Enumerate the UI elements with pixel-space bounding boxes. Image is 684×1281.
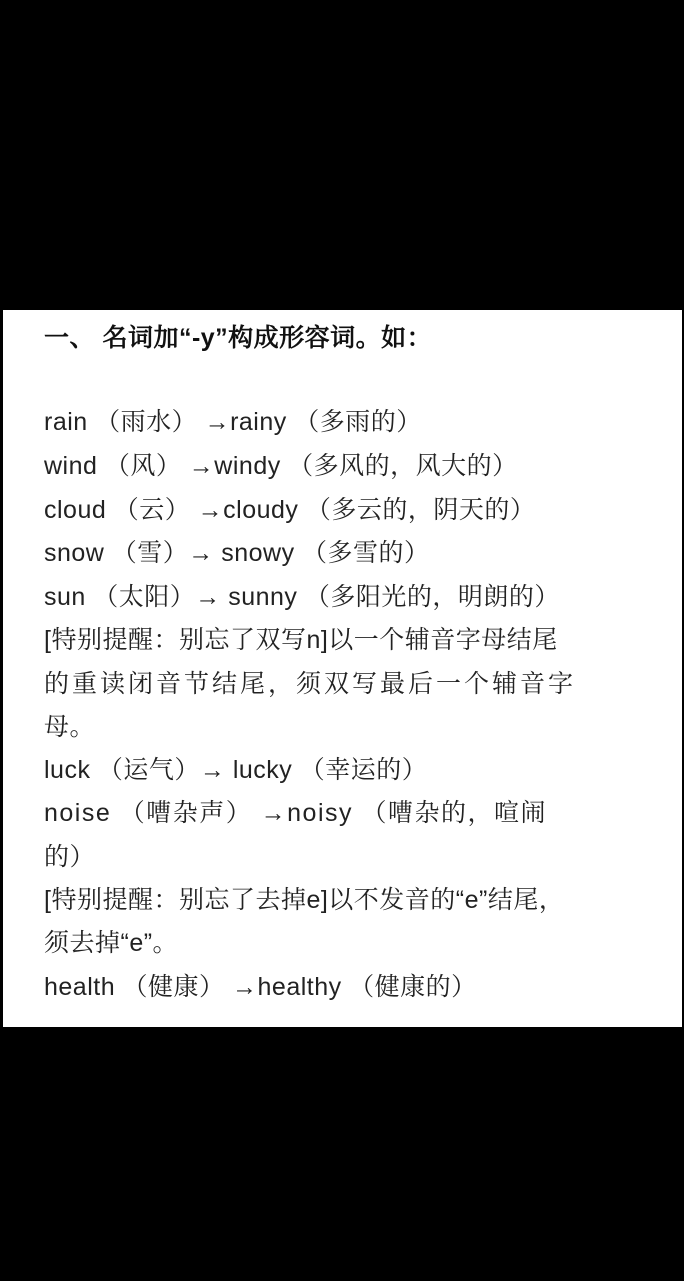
text-line: luck （运气）→ lucky （幸运的）: [44, 756, 428, 784]
text-line: wind （风） →windy （多风的，风大的）: [44, 452, 518, 480]
text-line: cloud （云） →cloudy （多云的，阴天的）: [44, 496, 536, 524]
note-line: [特别提醒：别忘了双写n]以一个辅音字母结尾: [44, 626, 558, 654]
text-line: rain （雨水） →rainy （多雨的）: [44, 408, 422, 436]
text-line: snow （雪）→ snowy （多雪的）: [44, 539, 430, 567]
note-line: 须去掉“e”。: [44, 929, 179, 957]
note-line: 的重读闭音节结尾，须双写最后一个辅音字: [44, 670, 577, 698]
note-line: 母。: [44, 713, 96, 741]
section-heading: 一、 名词加“-y”构成形容词。如：: [44, 324, 433, 352]
text-line: health （健康） →healthy （健康的）: [44, 973, 477, 1001]
text-line: 的）: [44, 843, 96, 871]
note-line: [特别提醒：别忘了去掉e]以不发音的“e”结尾，: [44, 886, 565, 914]
text-line: noise （嘈杂声） →noisy （嘈杂的，喧闹: [44, 799, 547, 827]
document-panel: [3, 310, 682, 1027]
text-line: sun （太阳）→ sunny （多阳光的，明朗的）: [44, 583, 560, 611]
